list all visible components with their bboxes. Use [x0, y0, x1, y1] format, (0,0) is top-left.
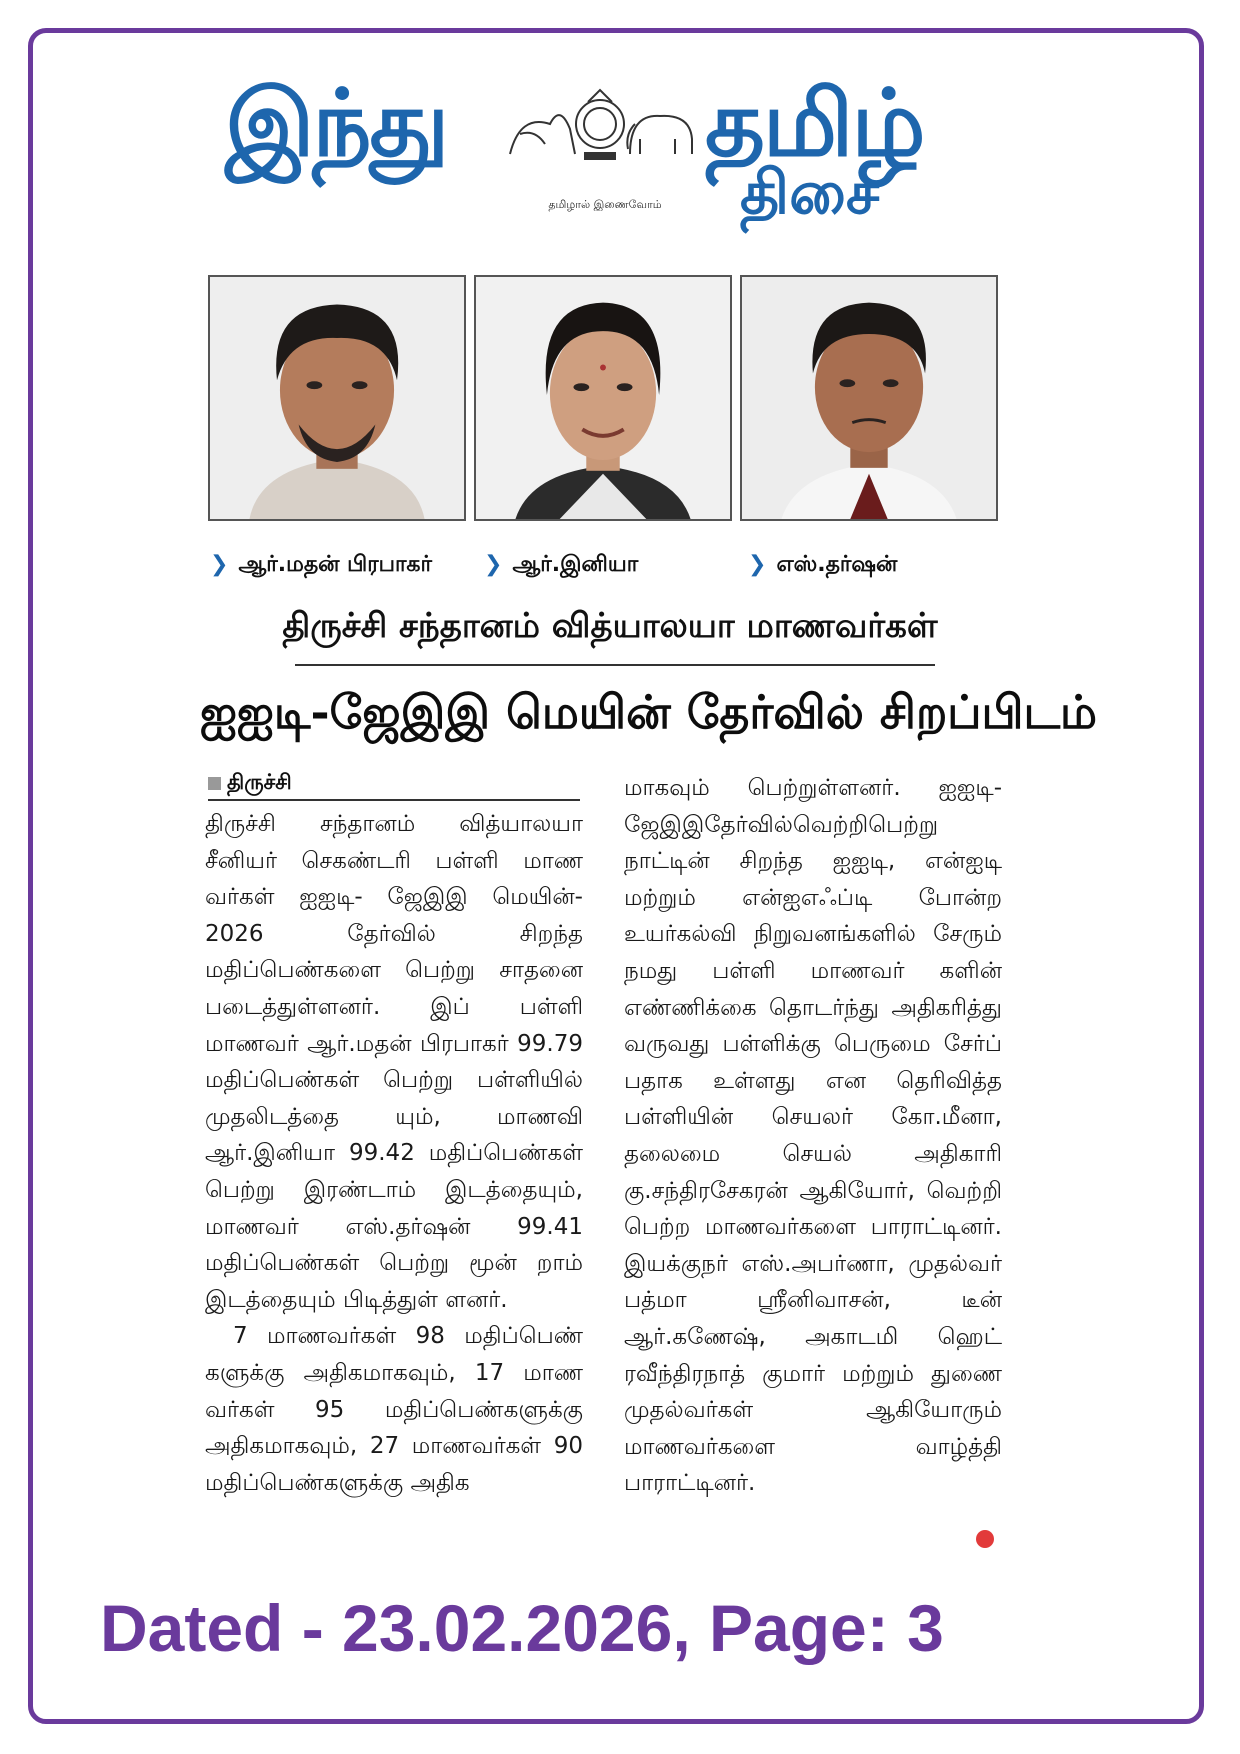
dateline-divider [208, 799, 580, 801]
article-paragraph: 7 மாணவர்கள் 98 மதிப்பெண் களுக்கு அதிகமாகவும், 17 மாண வர்கள் 95 மதிப்பெண்களுக்கு அதிகமாகவும், 27 மாணவர்கள் 90 மதிப்பெண்களுக்கு அதிக [205, 1323, 583, 1496]
dateline [208, 770, 292, 797]
kicker: திருச்சி சந்தானம் வித்யாலயா மாணவர்கள் [282, 606, 938, 646]
student-photo-1 [208, 275, 466, 521]
article-column-1 [205, 806, 583, 1501]
caption-1 [210, 552, 432, 580]
caption-arrow-icon: ❯ [210, 552, 229, 577]
portrait-male-icon [210, 277, 464, 519]
masthead-emblem-icon [500, 84, 700, 174]
dateline-square-icon [208, 777, 221, 790]
caption-arrow-icon: ❯ [484, 552, 503, 577]
caption-text: ஆர்.இனியா [512, 552, 639, 577]
masthead [200, 70, 980, 228]
footer-date: Dated - 23.02.2026, Page: 3 [100, 1591, 944, 1665]
headline: ஐஐடி-ஜேஇஇ மெயின் தேர்வில் சிறப்பிடம் [200, 685, 1098, 739]
portrait-male-icon [742, 277, 996, 519]
end-of-article-dot-icon [976, 1530, 994, 1548]
masthead-word-thisai: திசை [740, 158, 880, 228]
caption-2 [484, 552, 638, 580]
portrait-female-icon [476, 277, 730, 519]
caption-arrow-icon: ❯ [748, 552, 767, 577]
article-paragraph: திருச்சி சந்தானம் வித்யாலயா சீனியர் செகண்டரி பள்ளி மாண வர்கள் ஐஐடி- ஜேஇஇ மெயின்- 2026 தேர்வில் சிறந்த மதிப்பெண்களை பெற்று சாதனை படைத்துள்ளனர். இப் பள்ளி மாணவர் ஆர்.மதன் பிரபாகர் 99.79 மதிப்பெண்கள் பெற்று பள்ளியில் முதலிடத்தை யும், மாணவி ஆர்.இனியா 99.42 மதிப்பெண்கள் பெற்று இரண்டாம் இடத்தையும், மாணவர் எஸ்.தர்ஷன் 99.41 மதிப்பெண்கள் பெற்று மூன் றாம் இடத்தையும் பிடித்துள் ளனர். [205, 811, 583, 1313]
caption-3 [748, 552, 897, 580]
article-paragraph: மாகவும் பெற்றுள்ளனர். ஐஐடி- ஜேஇஇதேர்வில்வெற்றிபெற்று நாட்டின் சிறந்த ஐஐடி, என்ஐடி மற்றும் என்ஐஎஃப்டி போன்ற உயர்கல்வி நிறுவனங்களில் சேரும் நமது பள்ளி மாணவர் களின் எண்ணிக்கை தொடர்ந்து அதிகரித்து வருவது பள்ளிக்கு பெருமை சேர்ப் பதாக உள்ளது என தெரிவித்த பள்ளியின் செயலர் கோ.மீனா, தலைமை செயல் அதிகாரி கு.சந்திரசேகரன் ஆகியோர், வெற்றி பெற்ற மாணவர்களை பாராட்டினர். இயக்குநர் எஸ்.அபர்ணா, முதல்வர் பத்மா ஸ்ரீனிவாசன், டீன் ஆர்.கணேஷ், அகாடமி ஹெட் ரவீந்திரநாத் குமார் மற்றும் துணை முதல்வர்கள் ஆகியோரும் மாணவர்களை வாழ்த்தி பாராட்டினர். [624, 775, 1002, 1497]
article-column-2 [624, 770, 1002, 1502]
caption-text: ஆர்.மதன் பிரபாகர் [238, 552, 433, 577]
student-photo-2 [474, 275, 732, 521]
student-photo-3 [740, 275, 998, 521]
kicker-divider [295, 664, 935, 666]
masthead-word-indhu: இந்து [225, 70, 448, 177]
caption-text: எஸ்.தர்ஷன் [776, 552, 898, 577]
dateline-text: திருச்சி [227, 770, 292, 794]
masthead-tagline: தமிழால் இணைவோம் [548, 198, 662, 211]
masthead-word-tamil: தமிழ் [705, 70, 924, 177]
